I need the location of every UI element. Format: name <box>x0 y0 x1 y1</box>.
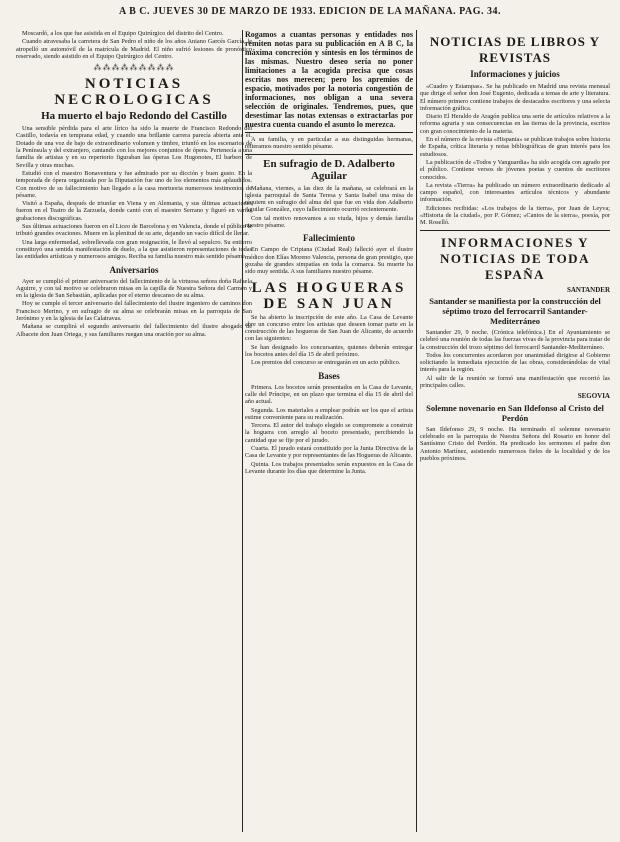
article-paragraph: Moscardó, a los que fue asistida en el Equipo Quirúrgico del distrito del Centro. <box>22 30 224 37</box>
article-paragraph: Diario El Heraldo de Aragón publica una serie de artículos relativos a la reforma agraria y sus consecuencias en las tierras de la provincia, escritos con gran conocimiento de la materia. <box>420 113 610 135</box>
divider <box>420 230 610 231</box>
article-headline: Santander se manifiesta por la construcción del séptimo trozo del ferrocarril Santander-Mediterráneo <box>429 295 601 326</box>
column-2 <box>245 30 413 834</box>
column-rule <box>416 30 417 832</box>
section-title-bases: Bases <box>318 370 340 381</box>
article-paragraph: Con tal motivo renovamos a su viuda, hijos y demás familia nuestro pésame. <box>245 214 413 230</box>
article-paragraph: Los premios del concurso se entregarán en un acto público. <box>251 359 401 367</box>
section-title-informaciones: INFORMACIONES Y NOTICIAS DE TODA ESPAÑA <box>440 234 590 282</box>
article-paragraph: Sus últimas actuaciones fueron en el Liceo de Barcelona y en Valencia, donde el público le tributó grandes ovaciones. Muere en la plenitud de su arte, dejando un vacío difícil de llenar. <box>16 223 252 238</box>
section-title-hogueras: LAS HOGUERAS DE SAN JUAN <box>251 279 407 312</box>
dateline-santander: SANTANDER <box>566 285 610 294</box>
column-3 <box>420 30 610 834</box>
article-paragraph: Estudió con el maestro Bonaventura y fue admirado por su dicción y buen gusto. En la temporada de ópera organizada por la Diputación fue uno de los elementos más aplaudidos. Con motivo de su fallecimiento han llegado a la casa mortuoria numerosos testimonios de pésame. <box>16 169 252 199</box>
article-paragraph: Se ha abierto la inscripción de este año. La Casa de Levante abre un concurso entre los artistas que deseen tomar parte en la construcción de las hogueras de San Juan de Alicante, de acuerdo con las siguientes: <box>245 313 413 343</box>
article-paragraph: A su familia, y en particular a sus distinguidas hermanas, reiteramos nuestro sentido pésame. <box>245 136 413 151</box>
article-paragraph: En Campo de Criptana (Ciudad Real) falleció ayer el ilustre médico don Elías Moreno Valencia, persona de gran prestigio, que gozaba de grandes simpatías en toda la comarca. Su muerte ha sido muy sentida. A sus familiares nuestro pésame. <box>245 246 413 276</box>
article-paragraph: Hoy se cumple el tercer aniversario del fallecimiento del ilustre ingeniero de caminos don Francisco Merino, y en sufragio de su alma se celebrarán misas en la parroquia de San Jerónimo y en la iglesia de las Calatravas. <box>16 300 252 323</box>
divider <box>245 154 413 155</box>
article-paragraph: Todos los concurrentes acordaron por unanimidad dirigirse al Gobierno solicitando la inmediata ejecución de las obras, considerándolas de vital interés para la región. <box>420 351 610 374</box>
article-headline: Solemne novenario en San Ildefonso al Cristo del Perdón <box>426 402 604 423</box>
article-paragraph: Cuando atravesaba la carretera de San Pedro el niño de los años Aniano Garcés García, le atropelló un automóvil de la matrícula de Madrid. El niño sufrió lesiones de pronóstico reservado, siendo asistido en el Equipo Quirúrgico del Centro. <box>16 38 252 60</box>
section-title-aniversarios: Aniversarios <box>109 264 159 275</box>
section-title-fallecimiento: Fallecimiento <box>303 233 355 244</box>
article-paragraph: Ediciones recibidas: «Los trabajos de la tierra», por Juan de Leyva; «Historia de la ciudad», por P. Gómez; «Cantos de la sierra», poesía, por M. Roselló. <box>420 204 610 227</box>
article-paragraph: Segunda. Los materiales a emplear podrán ser los que el artista estime conveniente para su realización. <box>245 406 413 421</box>
article-paragraph: San Ildefonso 29, 9 noche. Ha terminado el solemne novenario celebrado en la parroquia de Nuestra Señora del Rosario en honor del Santísimo Cristo del Perdón. Ha predicado los sermones el padre don Antonio Martínez, asistiendo numerosos fieles de la localidad y de los pueblos próximos. <box>420 425 610 462</box>
dateline-segovia: SEGOVIA <box>577 392 610 401</box>
article-headline: Informaciones y juicios <box>470 69 560 79</box>
article-paragraph: Cuarta. El jurado estará constituido por la Junta Directiva de la Casa de Levante y por representantes de las Hogueras de Alicante. <box>245 445 413 460</box>
section-title-necrologicas: NOTICIAS NECROLOGICAS <box>54 76 214 109</box>
article-paragraph: Santander 29, 9 noche. (Crónica telefónica.) En el Ayuntamiento se celebró una reunión de todas las fuerzas vivas de la provincia para tratar de la construcción del trozo séptimo del ferrocarril Santander-Mediterráneo. <box>420 328 610 351</box>
article-paragraph: Al salir de la reunión se formó una manifestación que recorrió las principales calles. <box>420 374 610 390</box>
article-paragraph: Una larga enfermedad, sobrellevada con gran resignación, le llevó al sepulcro. Su entierro constituyó una sentida manifestación de duelo, a la que asistieron representaciones de todas las entidades artísticas y numerosos amigos. Reciba su familia nuestro más sentido pésame. <box>16 238 252 261</box>
article-paragraph: «Cuadro y Estampas». Se ha publicado en Madrid una revista mensual que dirige el señor don José Eugenio, dedicada a temas de arte y literatura. El número primero contiene trabajos de destacados escritores y una selecta información gráfica. <box>420 83 610 112</box>
article-paragraph: Tercera. El autor del trabajo elegido se compromete a construir la hoguera con arreglo al boceto presentado, percibiendo la cantidad que se fije por el jurado. <box>245 422 413 444</box>
article-paragraph: Mañana, viernes, a las diez de la mañana, se celebrará en la iglesia parroquial de Santa Teresa y Santa Isabel una misa de réquiem en sufragio del alma del que fue en vida don Adalberto Aguilar González, cuyo fallecimiento ocurrió recientemente. <box>245 184 413 214</box>
page-header: A B C. JUEVES 30 DE MARZO DE 1933. EDICION DE LA MAÑANA. PAG. 34. <box>118 6 502 17</box>
article-headline: Ha muerto el bajo Redondo del Castillo <box>41 110 227 123</box>
article-headline: En sufragio de D. Adalberto Aguilar <box>263 157 395 182</box>
column-1 <box>16 30 252 834</box>
divider <box>245 132 413 133</box>
ornament-divider: ⁂⁂⁂⁂⁂⁂⁂⁂⁂ <box>93 63 175 73</box>
editorial-notice: Rogamos a cuantas personas y entidades nos remiten notas para su publicación en A B C, la máxima concreción y síntesis en los términos de las mismas. Nuestro deseo sería no poner limitaciones a la acogida precisa que cosas escritas nos merecen; pero los apremios de espacio, motivados por la notoria congestión de informaciones, nos obligan a una severa selección de originales. Tendremos, pues, que desestimar las notas extensas o extractarlas por nuestra cuenta cuando el asunto lo merezca. <box>245 30 413 129</box>
article-paragraph: Ayer se cumplió el primer aniversario del fallecimiento de la virtuosa señora doña Rafaela Aguirre, y con tal motivo se celebraron misas en la capilla de Nuestra Señora del Carmen y en la iglesia de San Sebastián, aplicadas por el eterno descanso de su alma. <box>16 277 252 300</box>
article-paragraph: Visitó a España, después de triunfar en Viena y en Alemania, y sus últimas actuaciones fueron en el Teatro de la Zarzuela, donde cantó con el maestro Serrano y figuró en varias grabaciones discográficas. <box>16 200 252 222</box>
article-paragraph: En el número de la revista «Hispania» se publican trabajos sobre historia de España, crítica literaria y notas bibliográficas de gran interés para los estudiosos. <box>420 136 610 158</box>
section-title-libros: NOTICIAS DE LIBROS Y REVISTAS <box>429 34 601 65</box>
article-paragraph: Quinta. Los trabajos presentados serán expuestos en la Casa de Levante durante los días que determine la Junta. <box>245 460 413 475</box>
article-paragraph: La publicación de «Todos y Vanguardia» ha sido acogida con agrado por el público. Contiene versos de jóvenes poetas y cuentos de escritores conocidos. <box>420 158 610 181</box>
article-paragraph: La revista «Tierra» ha publicado un número extraordinario dedicado al campo español, con interesantes artículos técnicos y abundante información. <box>420 181 610 204</box>
article-paragraph: Primera. Los bocetos serán presentados en la Casa de Levante, calle del Príncipe, en un plazo que termina el día 15 de abril del año actual. <box>245 383 413 406</box>
article-paragraph: Mañana se cumplirá el segundo aniversario del fallecimiento del ilustre abogado de Albacete don Juan Ortega, y sus familiares ruegan una oración por su alma. <box>16 323 252 338</box>
article-paragraph: Se han designado los concursantes, quienes deberán entregar los bocetos antes del día 15 de abril próximo. <box>245 343 413 359</box>
article-paragraph: Una sensible pérdida para el arte lírico ha sido la muerte de Francisco Redondo del Castillo, todavía en temprana edad, y cuando una brillante carrera parecía abierta ante él. Dotado de una voz de bajo de extraordinario volumen y timbre, triunfó en los escenarios de la Península y del extranjero, cantando con los mejores conjuntos de ópera. Pertenecía a una familia de artistas y en su repertorio figuraban las óperas Los Hugonotes, El barbero de Sevilla y otras muchas. <box>16 125 252 169</box>
